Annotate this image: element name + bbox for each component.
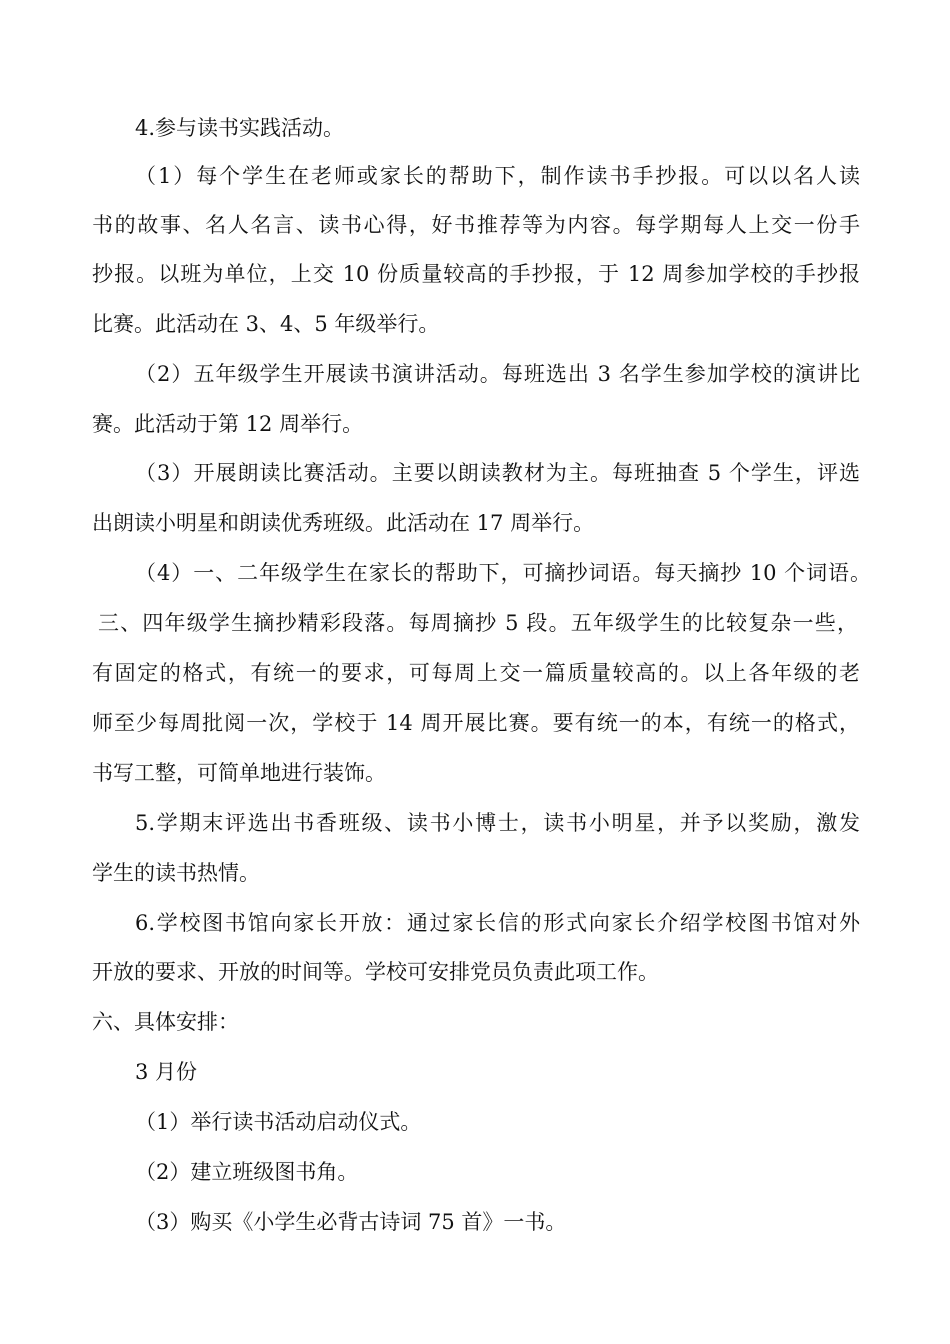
text-line-3: 书的故事、名人名言、读书心得，好书推荐等为内容。每学期每人上交一份手 bbox=[92, 213, 860, 237]
text-line-14: 书写工整，可简单地进行装饰。 bbox=[92, 761, 386, 785]
text-line-9: 出朗读小明星和朗读优秀班级。此活动在 17 周举行。 bbox=[92, 511, 595, 535]
text-line-7: 赛。此活动于第 12 周举行。 bbox=[92, 412, 364, 436]
text-line-8: （3）开展朗读比赛活动。主要以朗读教材为主。每班抽查 5 个学生，评选 bbox=[135, 461, 860, 485]
text-line-5: 比赛。此活动在 3、4、5 年级举行。 bbox=[92, 312, 440, 336]
text-line-15: 5.学期末评选出书香班级、读书小博士，读书小明星，并予以奖励，激发 bbox=[135, 811, 860, 835]
text-line-16: 学生的读书热情。 bbox=[92, 861, 260, 885]
schedule-item-3: （3）购买《小学生必背古诗词 75 首》一书。 bbox=[135, 1210, 567, 1234]
text-line-13: 师至少每周批阅一次，学校于 14 周开展比赛。要有统一的本，有统一的格式， bbox=[92, 711, 860, 735]
text-line-10: （4）一、二年级学生在家长的帮助下，可摘抄词语。每天摘抄 10 个词语。 bbox=[135, 561, 871, 585]
text-line-6: （2）五年级学生开展读书演讲活动。每班选出 3 名学生参加学校的演讲比 bbox=[135, 362, 860, 386]
text-line-12: 有固定的格式，有统一的要求，可每周上交一篇质量较高的。以上各年级的老 bbox=[92, 661, 860, 685]
text-line-11: 三、四年级学生摘抄精彩段落。每周摘抄 5 段。五年级学生的比较复杂一些， bbox=[98, 611, 858, 635]
schedule-item-2: （2）建立班级图书角。 bbox=[135, 1160, 359, 1184]
text-line-2: （1）每个学生在老师或家长的帮助下，制作读书手抄报。可以以名人读 bbox=[135, 164, 860, 188]
text-line-1: 4.参与读书实践活动。 bbox=[135, 116, 345, 140]
section-heading: 六、具体安排： bbox=[92, 1010, 239, 1034]
text-line-17: 6.学校图书馆向家长开放：通过家长信的形式向家长介绍学校图书馆对外 bbox=[135, 911, 860, 935]
schedule-item-1: （1）举行读书活动启动仪式。 bbox=[135, 1110, 422, 1134]
text-line-18: 开放的要求、开放的时间等。学校可安排党员负责此项工作。 bbox=[92, 960, 659, 984]
month-label: 3 月份 bbox=[135, 1060, 198, 1084]
text-line-4: 抄报。以班为单位，上交 10 份质量较高的手抄报，于 12 周参加学校的手抄报 bbox=[92, 262, 860, 286]
